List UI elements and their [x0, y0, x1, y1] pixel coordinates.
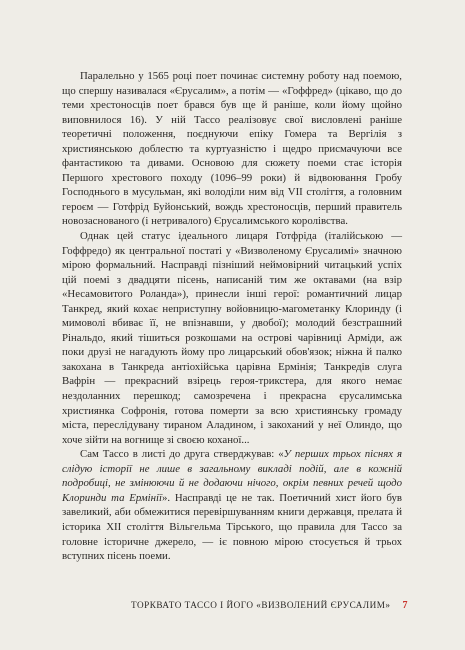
- page-footer: [62, 600, 408, 611]
- quotation-italic: У перших трьох піснях я слідую історії не лише в загальному викладі подій, але в кожній подробиці, не змінюючи й не додаючи нічого, окрім певних речей щодо Клоринди та Ермінії: [62, 448, 403, 504]
- paragraph: [62, 447, 402, 563]
- paragraph: [62, 69, 402, 229]
- paragraph-text: Сам Тассо в листі до друга стверджував: «: [80, 448, 284, 461]
- paragraph-text: Паралельно у 1565 році поет починає системну роботу над поемою, що спершу називалася «Єрусалим», а потім — «Гоффред» (цікаво, що до теми хрестоносців поет брався був ще й раніше, коли йому щойно виповнилося 16). У ній Тассо реалізовує свої висловлені раніше теоретичні положення, поєднуючи епіку Гомера та Вергілія з християнською доблестю та куртуазністю і щедро присмачуючи все фантастикою та дивами. Основою для сюжету поеми стає історія Першого хрестового походу (1096–99 роки) й відвоювання Гробу Господнього в мусульман, які володіли ним від VII століття, а головним героєм — Готфрід Буйонський, вождь хрестоносців, перший правитель новозаснованого (і нетривалого) Єрусалимського королівства.: [62, 70, 402, 228]
- paragraph-text: Однак цей статус ідеального лицаря Готфріда (італійською — Гоффредо) як центральної постаті у «Визволеному Єрусалимі» значною мірою формальний. Насправді пізніший неймовірний читацький успіх цій поемі з двадцяти пісень, написаній тим же октавами (на взір «Несамовитого Роланда»), принесли інші герої: романтичний лицар Танкред, який кохає неприступну войовницю-магометанку Клоринду (і мимоволі вбиває її, не впізнавши, у двобої); молодий безстрашний Рінальдо, який тішиться розкошами на острові чарівниці Арміди, аж поки друзі не нагадують йому про лицарський обов'язок; ніжна й палко закохана в Танкреда антіохійська царівна Ермінія; Танкредів слуга Вафрін — прекрасний взірець героя-трикстера, для якого немає нездоланних перешкод; самозречена і прекрасна єрусалимська християнка Софронія, готова померти за всю християнську громаду міста, переслідувану тираном Аладином, і закоханий у неї Олиндо, що хоче зійти на вогнище зі своєю коханої...: [62, 230, 402, 446]
- running-head: ТОРКВАТО ТАССО І ЙОГО «ВИЗВОЛЕНИЙ ЄРУСАЛИМ»: [130, 600, 391, 610]
- paragraph: [62, 229, 402, 447]
- page-number: 7: [402, 600, 408, 611]
- paragraph-text: ». Насправді це не так. Поетичний хист його був завеликий, аби обмежитися перевіршуванням книги державця, прелата й історика XII століття Вільгельма Тірського, що правила для Тассо за головне історичне джерело, — іє повною мірою стосується й трьох вступних пісень поеми.: [62, 491, 402, 563]
- body-text: [62, 69, 402, 564]
